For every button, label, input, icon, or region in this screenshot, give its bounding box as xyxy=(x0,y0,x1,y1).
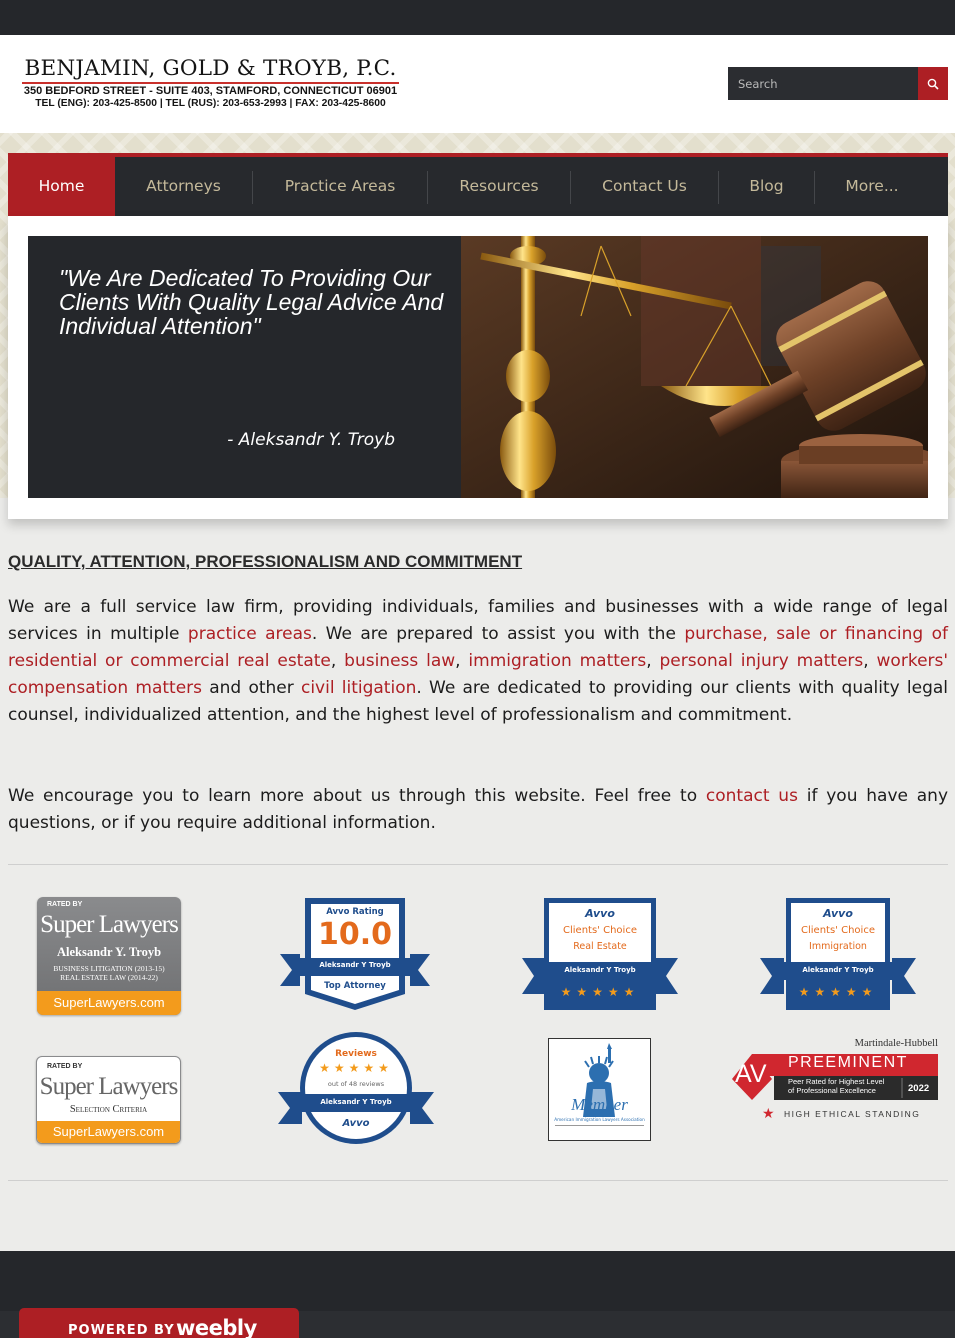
avvo-cc-category: Real Estate xyxy=(573,941,627,952)
avvo-clients-choice-immigration-badge[interactable] xyxy=(760,898,916,1012)
ethical-standing-label: HIGH ETHICAL STANDING xyxy=(784,1109,921,1119)
link-real-estate[interactable]: purchase, sale or financing of residential or commercial real estate xyxy=(8,624,948,671)
avvo-clients-choice-real-estate-badge[interactable] xyxy=(522,898,678,1012)
nav-blog[interactable]: Blog xyxy=(749,177,784,195)
super-lawyers-badge[interactable] xyxy=(37,897,181,1015)
hero-gavel-image xyxy=(461,236,928,498)
avvo-reviews-badge[interactable] xyxy=(278,1030,434,1146)
sl-brand: Super Lawyers xyxy=(39,1073,178,1100)
ethical-standing-star-icon: ★ xyxy=(762,1106,775,1122)
sl-rated-by: RATED BY xyxy=(47,1063,83,1070)
super-lawyers-selection-badge[interactable] xyxy=(36,1056,181,1144)
sl-brand: Super Lawyers xyxy=(40,911,178,938)
firm-phones: TEL (ENG): 203-425-8500 | TEL (RUS): 203-653-2993 | FAX: 203-425-8600 xyxy=(35,98,386,109)
text-span: . We are prepared to assist you with the xyxy=(311,624,685,644)
nav-home[interactable]: Home xyxy=(8,157,115,216)
text-span: , xyxy=(330,651,345,671)
link-contact-us[interactable]: contact us xyxy=(705,786,798,806)
aila-member-badge[interactable] xyxy=(548,1038,651,1141)
text-span: , xyxy=(646,651,660,671)
martindale-av-preeminent-badge[interactable] xyxy=(730,1038,942,1128)
nav-contact-us[interactable]: Contact Us xyxy=(602,177,687,195)
avvo-cc-stars: ★★★★★ xyxy=(798,985,878,999)
text-span: and other xyxy=(202,678,301,698)
text-span: , xyxy=(863,651,877,671)
sl-selection-criteria: Selection Criteria xyxy=(69,1104,148,1115)
firm-address: 350 BEDFORD STREET - SUITE 403, STAMFORD, CONNECTICUT 06901 xyxy=(23,85,398,97)
preeminent-desc-1: Peer Rated for Highest Level xyxy=(788,1077,885,1086)
search-form xyxy=(728,67,948,100)
nav-more[interactable]: More... xyxy=(845,177,899,195)
sl-practice-1: BUSINESS LITIGATION (2013-15) xyxy=(53,964,165,973)
gavel-scales-illustration xyxy=(461,236,928,498)
link-business-law[interactable]: business law xyxy=(344,651,456,671)
text-span: . We are dedicated to providing our clients with quality legal counsel, individualized attention, and the highest level of professionalism and commitment. xyxy=(8,678,949,725)
sl-practice-2: REAL ESTATE LAW (2014-22) xyxy=(60,973,158,982)
link-immigration[interactable]: immigration matters xyxy=(468,651,647,671)
firm-logo[interactable] xyxy=(8,53,413,133)
link-civil-litigation[interactable]: civil litigation xyxy=(300,678,417,698)
preeminent-year: 2022 xyxy=(908,1083,930,1094)
avvo-reviews-name: Aleksandr Y Troyb xyxy=(320,1098,392,1106)
avvo-cc-title: Clients' Choice xyxy=(563,925,637,936)
avvo-reviews-title: Reviews xyxy=(335,1049,377,1059)
avvo-reviews-stars: ★★★★★ xyxy=(319,1061,393,1075)
aila-fineprint-rule xyxy=(555,1125,644,1135)
preeminent-desc-2: of Professional Excellence xyxy=(788,1085,876,1095)
weebly-badge[interactable] xyxy=(19,1308,299,1338)
divider xyxy=(8,1180,948,1181)
avvo-cc-name: Aleksandr Y Troyb xyxy=(802,966,874,974)
sl-rated-by: RATED BY xyxy=(47,901,83,908)
preeminent-description xyxy=(788,1078,906,1095)
aila-member-label: Member xyxy=(571,1095,628,1114)
hero-quote: "We Are Dedicated To Providing Our Clients With Quality Legal Advice And Individual Attention" xyxy=(59,265,444,339)
firm-name: BENJAMIN, GOLD & TROYB, P.C. xyxy=(24,56,397,81)
logo-rule xyxy=(22,82,399,84)
search-icon xyxy=(927,78,939,90)
top-bar xyxy=(0,0,955,35)
av-label: AV xyxy=(735,1060,767,1088)
sl-site: SuperLawyers.com xyxy=(37,1121,180,1143)
search-button[interactable] xyxy=(918,67,948,100)
avvo-reviews-brand: Avvo xyxy=(342,1118,370,1129)
avvo-cc-brand: Avvo xyxy=(585,907,615,920)
avvo-score: 10.0 xyxy=(317,917,393,952)
powered-by-label: POWERED BY xyxy=(68,1323,175,1338)
text-span: We encourage you to learn more about us through this website. Feel free to xyxy=(8,786,706,806)
main-content xyxy=(8,552,949,833)
text-span: We are a full service law firm, providing individuals, families and businesses with a wide range of legal services in multiple xyxy=(8,597,948,644)
weebly-logo: weebly xyxy=(176,1316,257,1338)
nav-attorneys[interactable]: Attorneys xyxy=(146,177,221,195)
link-practice-areas[interactable]: practice areas xyxy=(187,624,312,644)
avvo-cc-brand: Avvo xyxy=(823,907,853,920)
avvo-cc-title: Clients' Choice xyxy=(801,925,875,936)
contact-paragraph xyxy=(8,783,948,837)
avvo-attorney-name: Aleksandr Y Troyb xyxy=(319,961,391,969)
avvo-rating-title: Avvo Rating xyxy=(326,907,384,917)
aila-org-name: American Immigration Lawyers Association xyxy=(554,1117,645,1122)
nav-practice-areas[interactable]: Practice Areas xyxy=(284,177,396,195)
hero-quote-author: - Aleksandr Y. Troyb xyxy=(227,430,395,450)
hero-quote-box xyxy=(28,236,461,498)
link-personal-injury[interactable]: personal injury matters xyxy=(659,651,864,671)
sl-site: SuperLawyers.com xyxy=(37,991,181,1015)
section-headline: QUALITY, ATTENTION, PROFESSIONALISM AND COMMITMENT xyxy=(8,552,523,571)
preeminent-label: PREEMINENT xyxy=(788,1054,908,1071)
nav-resources[interactable]: Resources xyxy=(459,177,539,195)
search-input[interactable] xyxy=(728,67,918,100)
avvo-top-attorney: Top Attorney xyxy=(324,981,386,991)
link-workers-comp[interactable]: workers' compensation matters xyxy=(8,651,949,698)
text-span: , xyxy=(455,651,469,671)
avvo-cc-name: Aleksandr Y Troyb xyxy=(564,966,636,974)
sl-attorney-name: Aleksandr Y. Troyb xyxy=(56,945,162,959)
avvo-cc-category: Immigration xyxy=(809,941,867,952)
text-span: if you have any questions, or if you require additional information. xyxy=(8,786,948,833)
avvo-cc-stars: ★★★★★ xyxy=(560,985,640,999)
avvo-reviews-count: out of 48 reviews xyxy=(327,1080,385,1088)
intro-paragraph xyxy=(8,594,948,729)
main-nav xyxy=(8,153,948,216)
avvo-rating-badge[interactable] xyxy=(280,896,430,1012)
divider xyxy=(8,864,948,865)
martindale-brand: Martindale-Hubbell xyxy=(854,1038,938,1049)
